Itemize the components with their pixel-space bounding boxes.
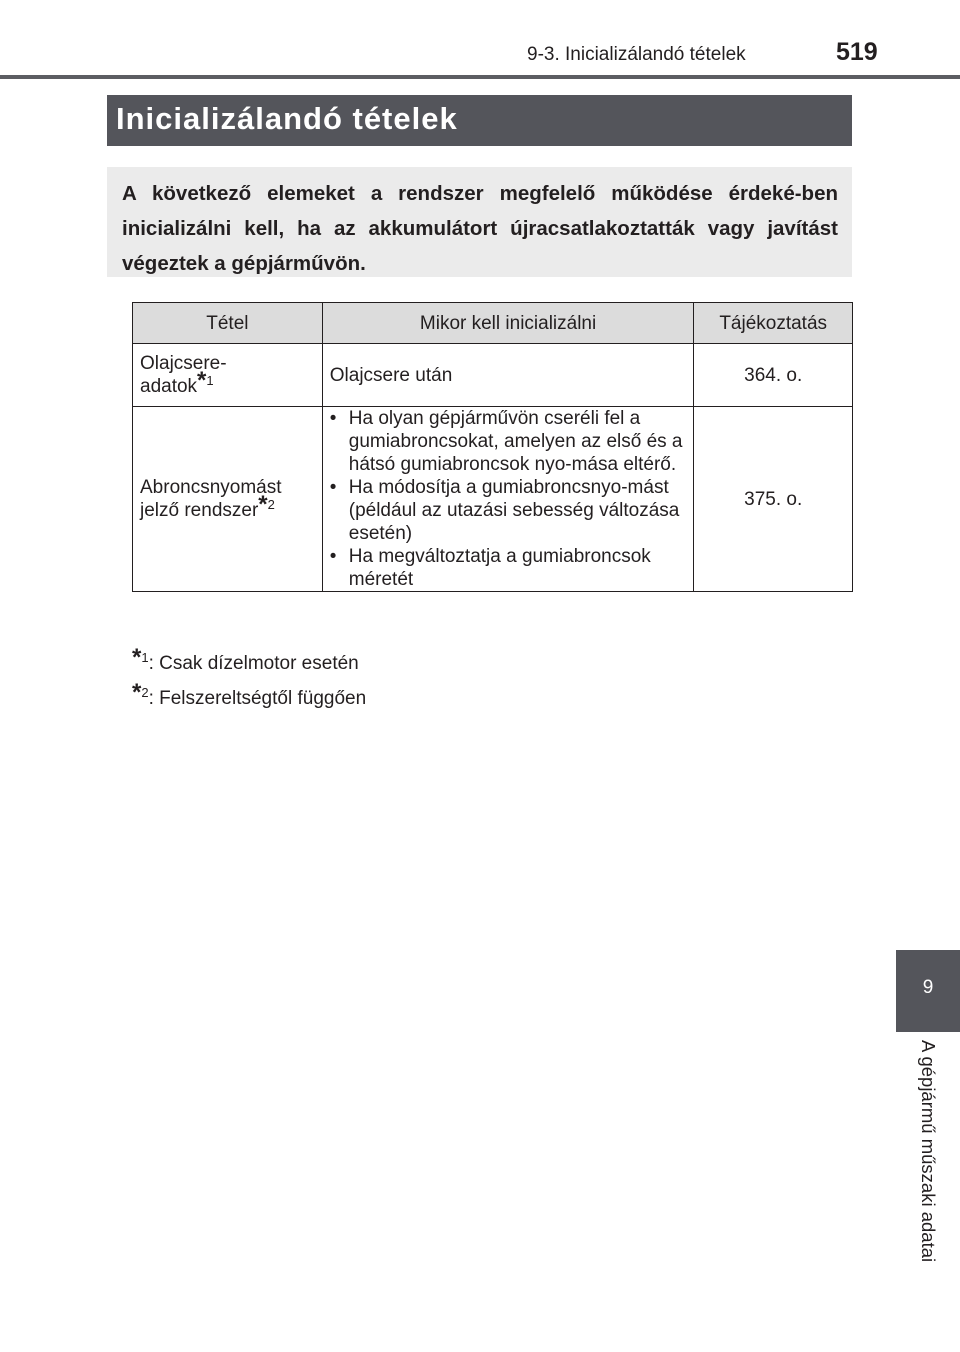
item-name-line2: jelző rendszer	[140, 500, 259, 521]
page-title: Inicializálandó tételek	[116, 101, 458, 136]
footnote-ref: 1	[206, 373, 214, 388]
page-title-bar	[107, 95, 852, 146]
item-name-line1: Olajcsere-	[140, 353, 227, 374]
table-row	[133, 344, 853, 407]
footnote-1	[132, 644, 359, 675]
intro-box	[107, 167, 852, 277]
footnote-number: 2	[141, 685, 149, 700]
footnote-star: *	[132, 679, 142, 706]
column-header-reference: Tájékoztatás	[694, 303, 853, 344]
intro-text: A következő elemeket a rendszer megfelelő működése érdeké-ben inicializálni kell, ha az akkumulátort újracsatlakoztatták vagy javítást végeztek a gépjárművön.	[122, 182, 838, 275]
item-name-line1: Abroncsnyomást	[140, 477, 282, 498]
header-divider	[0, 75, 960, 79]
footnote-star: *	[197, 367, 207, 394]
footnote-number: 1	[141, 650, 149, 665]
footnote-text: : Felszereltségtől függően	[148, 688, 367, 709]
page-number: 519	[836, 38, 878, 66]
chapter-number: 9	[922, 977, 934, 998]
cell-item	[133, 407, 323, 592]
list-item: • Ha olyan gépjárművön cseréli fel a gumiabroncsokat, amelyen az első és a hátsó gumiabroncsok nyo-mása eltérő.	[330, 407, 687, 476]
chapter-tab	[896, 950, 960, 1032]
column-header-item: Tétel	[133, 303, 323, 344]
table-row	[133, 407, 853, 592]
cell-when	[322, 407, 694, 592]
initialization-table	[132, 302, 853, 592]
cell-when: Olajcsere után	[322, 344, 694, 407]
list-item: • Ha megváltoztatja a gumiabroncsok méretét	[330, 545, 687, 591]
footnote-star: *	[132, 644, 142, 671]
chapter-title: A gépjármű műszaki adatai	[918, 1040, 939, 1263]
column-header-when: Mikor kell inicializálni	[322, 303, 694, 344]
cell-reference: 364. o.	[694, 344, 853, 407]
footnote-text: : Csak dízelmotor esetén	[148, 653, 359, 674]
item-name-line2: adatok	[140, 376, 198, 397]
footnote-2	[132, 679, 367, 710]
list-item: • Ha módosítja a gumiabroncsnyo-mást (például az utazási sebesség változása esetén)	[330, 476, 687, 545]
condition-list	[330, 407, 687, 591]
cell-reference: 375. o.	[694, 407, 853, 592]
footnote-ref: 2	[267, 497, 275, 512]
footnote-star: *	[258, 491, 268, 518]
table-header-row	[133, 303, 853, 344]
header-section-title: 9-3. Inicializálandó tételek	[527, 44, 746, 65]
cell-item	[133, 344, 323, 407]
